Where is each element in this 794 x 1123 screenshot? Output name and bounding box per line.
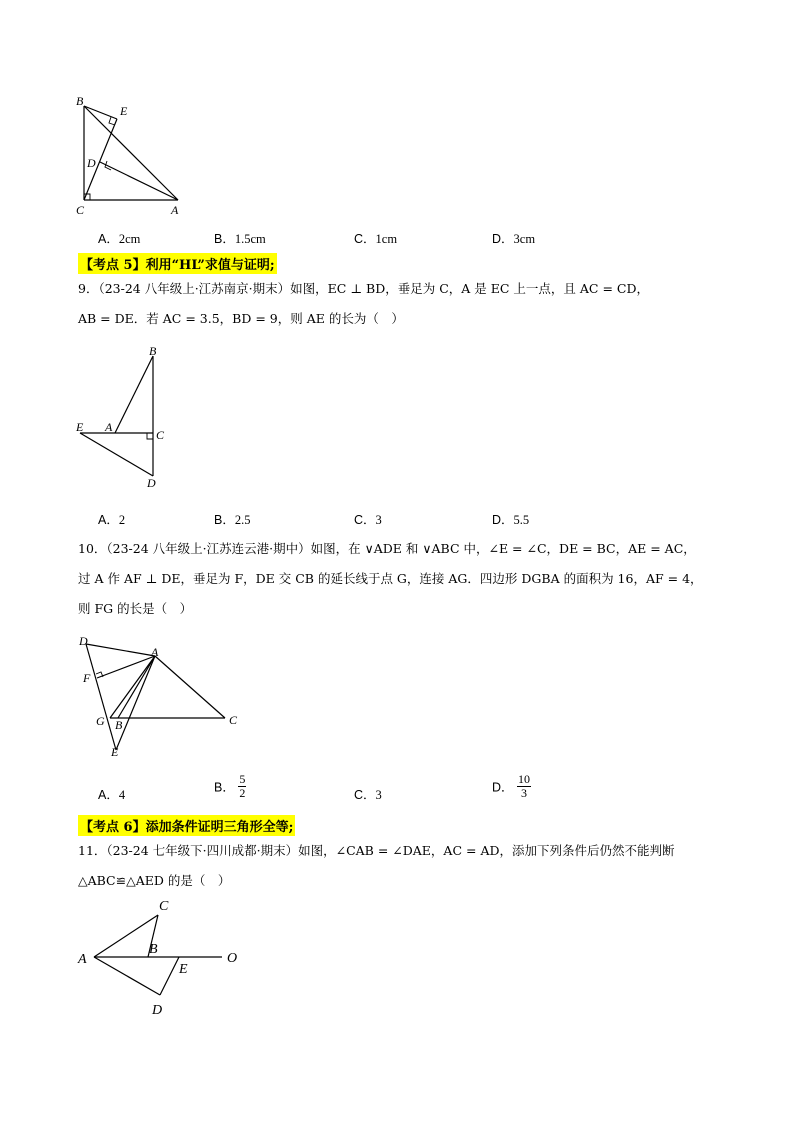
q11-text-line2: △ABC≌△AED 的是（ ） bbox=[78, 873, 231, 888]
q11-text-line1: 11．（23-24 七年级下·四川成都·期末）如图，∠CAB = ∠DAE，AC = AD，添加下列条件后仍然不能判断 bbox=[78, 843, 675, 858]
figure-q8 bbox=[70, 92, 200, 222]
q10-text-line1: 10．（23-24 八年级上·江苏连云港·期中）如图，在 ∨ADE 和 ∨ABC 中，∠E = ∠C，DE = BC，AE = AC， bbox=[78, 541, 696, 556]
q9-option-b: B．2.5 bbox=[214, 513, 251, 527]
fig-label-b: B bbox=[115, 718, 123, 732]
fig-label-d: D bbox=[79, 634, 88, 648]
figure-q9 bbox=[70, 342, 180, 492]
fraction-denominator: 3 bbox=[521, 786, 528, 800]
fig-label-e: E bbox=[76, 420, 84, 434]
q8-option-c: C．1cm bbox=[354, 232, 398, 246]
fig-label-b: B bbox=[76, 94, 84, 108]
q8-option-b: B．1.5cm bbox=[214, 232, 266, 246]
figure-q10 bbox=[70, 630, 250, 762]
fig-label-d: D bbox=[152, 1003, 163, 1018]
fig-label-d: D bbox=[147, 476, 156, 490]
fraction-numerator: 5 bbox=[239, 772, 246, 786]
fig-label-o: O bbox=[227, 951, 238, 966]
q8-option-d: D．3cm bbox=[492, 232, 536, 246]
fig-label-g: G bbox=[96, 714, 105, 728]
fig-label-c: C bbox=[156, 428, 165, 442]
q9-option-c: C．3 bbox=[354, 513, 382, 527]
fig-label-a: A bbox=[171, 203, 179, 217]
section-5-heading: 【考点 5】利用“HL”求值与证明; bbox=[78, 253, 277, 274]
fig-label-e: E bbox=[111, 745, 119, 759]
fraction-numerator: 10 bbox=[518, 772, 531, 786]
q10-text-line2: 过 A 作 AF ⊥ DE，垂足为 F，DE 交 CB 的延长线于点 G，连接 AG．四边形 DGBA 的面积为 16，AF = 4， bbox=[78, 571, 703, 586]
q10-text-line3: 则 FG 的长是（ ） bbox=[78, 601, 193, 616]
q9-text-line1: 9．（23-24 八年级上·江苏南京·期末）如图，EC ⊥ BD，垂足为 C，A 是 EC 上一点，且 AC = CD， bbox=[78, 281, 650, 296]
fraction-denominator: 2 bbox=[239, 786, 246, 800]
q10-option-a: A．4 bbox=[98, 788, 126, 802]
fig-label-c: C bbox=[229, 713, 238, 727]
q10-option-c: C．3 bbox=[354, 788, 382, 802]
q10-option-d: D． $\frac{10}{3}$ bbox=[492, 772, 531, 800]
q8-option-a: A．2cm bbox=[98, 232, 141, 246]
fig-label-b: B bbox=[149, 942, 158, 957]
q10-option-b: B． $\frac{5}{2}$ bbox=[214, 772, 246, 800]
fig-label-e: E bbox=[179, 962, 188, 977]
fig-label-a: A bbox=[151, 645, 159, 659]
figure-q11 bbox=[72, 893, 252, 1023]
fig-label-a: A bbox=[105, 420, 113, 434]
fig-label-e: E bbox=[120, 104, 128, 118]
fig-label-b: B bbox=[149, 344, 157, 358]
q9-option-d: D．5.5 bbox=[492, 513, 530, 527]
fig-label-c: C bbox=[76, 203, 85, 217]
fig-label-d: D bbox=[87, 156, 96, 170]
section-6-heading: 【考点 6】添加条件证明三角形全等; bbox=[78, 815, 295, 836]
fig-label-c: C bbox=[159, 899, 169, 914]
fig-label-a: A bbox=[78, 952, 87, 967]
fig-label-f: F bbox=[83, 671, 91, 685]
q9-text-line2: AB = DE．若 AC = 3.5，BD = 9，则 AE 的长为（ ） bbox=[78, 311, 404, 326]
q9-option-a: A．2 bbox=[98, 513, 126, 527]
